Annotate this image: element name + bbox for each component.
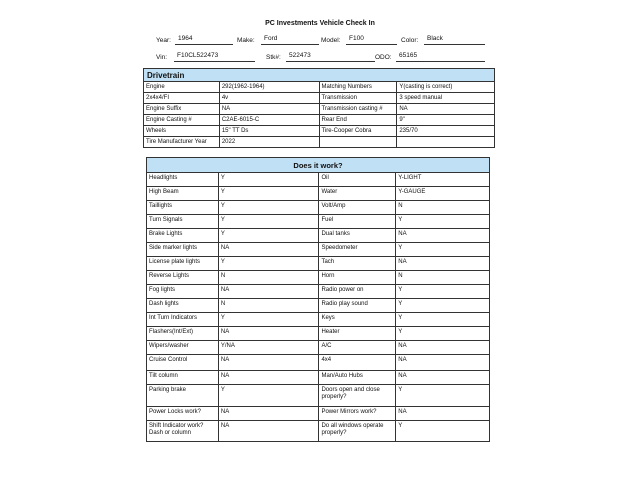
item-value: Y: [396, 313, 490, 327]
item-label: 2x4x4/FI: [144, 93, 220, 104]
item-value: Y: [218, 313, 319, 327]
table-row: [147, 407, 490, 421]
item-value: Y: [396, 215, 490, 229]
item-value: 3 speed manual: [397, 93, 495, 104]
item-label: Power Mirrors work?: [319, 407, 396, 421]
table-row: [147, 271, 490, 285]
drivetrain-header: Drivetrain: [144, 69, 495, 82]
item-label: Radio power on: [319, 285, 396, 299]
item-label: Turn Signals: [147, 215, 219, 229]
item-label: Shift Indicator work?Dash or column: [147, 421, 219, 442]
item-value: NA: [218, 243, 319, 257]
item-label: Fog lights: [147, 285, 219, 299]
odo-field[interactable]: 65165: [396, 52, 485, 62]
odo-label: ODO:: [375, 54, 392, 61]
year-label: Year:: [156, 37, 171, 44]
item-value: N: [218, 271, 319, 285]
color-label: Color:: [401, 37, 419, 44]
item-label: Tilt column: [147, 371, 219, 385]
item-value: NA: [218, 421, 319, 442]
item-value: Y: [396, 421, 490, 442]
item-label: Heater: [319, 327, 396, 341]
item-value: NA: [396, 229, 490, 243]
table-row: [147, 187, 490, 201]
item-label: A/C: [319, 341, 396, 355]
item-value: 292(1962-1964): [219, 82, 319, 93]
item-value: C2AE-6015-C: [219, 115, 319, 126]
make-field[interactable]: Ford: [261, 35, 319, 45]
item-label: Reverse Lights: [147, 271, 219, 285]
item-label: License plate lights: [147, 257, 219, 271]
item-value: Y: [396, 327, 490, 341]
item-value: NA: [218, 327, 319, 341]
item-label: [319, 137, 397, 148]
table-row: [147, 229, 490, 243]
item-value: Y: [218, 173, 319, 187]
item-label: Headlights: [147, 173, 219, 187]
stock-field[interactable]: 522473: [286, 52, 375, 62]
table-row: [147, 215, 490, 229]
table-row: [147, 371, 490, 385]
item-label: Brake Lights: [147, 229, 219, 243]
model-label: Model:: [321, 37, 341, 44]
item-value: Y-LIGHT: [396, 173, 490, 187]
item-value: Y: [396, 243, 490, 257]
table-row: [147, 327, 490, 341]
make-label: Make:: [237, 37, 255, 44]
item-value: 15" TT Ds: [219, 126, 319, 137]
table-row: [144, 93, 495, 104]
item-label: Transmission: [319, 93, 397, 104]
item-label: Tire Manufacturer Year: [144, 137, 220, 148]
item-label: Tire-Cooper Cobra: [319, 126, 397, 137]
item-value: N: [396, 271, 490, 285]
item-label: Transmission casting #: [319, 104, 397, 115]
table-row: [147, 341, 490, 355]
item-value: Y: [218, 229, 319, 243]
item-value: NA: [218, 371, 319, 385]
item-value: 4v: [219, 93, 319, 104]
item-label: 4x4: [319, 355, 396, 371]
item-label: Doors open and close properly?: [319, 385, 396, 407]
item-label: Dash lights: [147, 299, 219, 313]
vin-label: Vin:: [156, 54, 168, 61]
table-row: [147, 243, 490, 257]
item-value: NA: [397, 104, 495, 115]
table-row: [144, 115, 495, 126]
item-label: Water: [319, 187, 396, 201]
item-value: 9": [397, 115, 495, 126]
item-label: High Beam: [147, 187, 219, 201]
item-label: Do all windows operate properly?: [319, 421, 396, 442]
item-label: Engine Suffix: [144, 104, 220, 115]
item-label: Fuel: [319, 215, 396, 229]
table-row: [147, 257, 490, 271]
item-label: Horn: [319, 271, 396, 285]
item-value: NA: [396, 407, 490, 421]
item-label: Dual tanks: [319, 229, 396, 243]
item-value: Y/NA: [218, 341, 319, 355]
item-value: Y: [218, 201, 319, 215]
item-label: Side marker lights: [147, 243, 219, 257]
item-value: NA: [218, 407, 319, 421]
vin-field[interactable]: F10CL522473: [174, 52, 255, 62]
item-value: 2022: [219, 137, 319, 148]
model-field[interactable]: F100: [346, 35, 397, 45]
item-value: Y: [218, 187, 319, 201]
item-value: NA: [396, 355, 490, 371]
item-value: Y: [396, 299, 490, 313]
item-label: Rear End: [319, 115, 397, 126]
year-field[interactable]: 1964: [175, 35, 233, 45]
table-row: [147, 299, 490, 313]
color-field[interactable]: Black: [424, 35, 485, 45]
table-row: [147, 355, 490, 371]
item-value: NA: [396, 341, 490, 355]
item-label: Parking brake: [147, 385, 219, 407]
item-label: Flashers(Int/Ext): [147, 327, 219, 341]
table-row: [147, 385, 490, 407]
item-label: Keys: [319, 313, 396, 327]
item-value: Y: [218, 385, 319, 407]
item-value: NA: [218, 285, 319, 299]
table-row: [147, 313, 490, 327]
item-label: Volt/Amp: [319, 201, 396, 215]
item-label: Oil: [319, 173, 396, 187]
item-label: Matching Numbers: [319, 82, 397, 93]
item-label: Power Locks work?: [147, 407, 219, 421]
item-label: Wipers/washer: [147, 341, 219, 355]
item-label: Cruise Control: [147, 355, 219, 371]
item-label: Taillights: [147, 201, 219, 215]
form-title: PC Investments Vehicle Check In: [265, 20, 375, 27]
table-row: [144, 82, 495, 93]
item-label: Wheels: [144, 126, 220, 137]
table-row: [144, 104, 495, 115]
table-row: [144, 126, 495, 137]
does-it-work-header: Does it work?: [147, 158, 490, 173]
item-value: 235/70: [397, 126, 495, 137]
table-row: [144, 137, 495, 148]
item-label: Engine Casting #: [144, 115, 220, 126]
item-label: Engine: [144, 82, 220, 93]
item-value: NA: [219, 104, 319, 115]
does-it-work-table: [146, 157, 490, 442]
item-value: Y: [396, 285, 490, 299]
item-value: Y: [396, 385, 490, 407]
item-value: [397, 137, 495, 148]
table-row: [147, 421, 490, 442]
item-label: Radio play sound: [319, 299, 396, 313]
table-row: [147, 285, 490, 299]
item-label: Man/Auto Hubs: [319, 371, 396, 385]
item-label: Int Turn Indicators: [147, 313, 219, 327]
item-value: Y: [218, 215, 319, 229]
item-value: N: [218, 299, 319, 313]
stock-label: Stk#:: [266, 54, 281, 61]
item-value: N: [396, 201, 490, 215]
table-row: [147, 173, 490, 187]
item-label: Tach: [319, 257, 396, 271]
item-value: NA: [396, 257, 490, 271]
item-label: Speedometer: [319, 243, 396, 257]
item-value: NA: [396, 371, 490, 385]
table-row: [147, 201, 490, 215]
item-value: Y(casting is correct): [397, 82, 495, 93]
item-value: NA: [218, 355, 319, 371]
item-value: Y-GAUGE: [396, 187, 490, 201]
item-value: Y: [218, 257, 319, 271]
drivetrain-table: [143, 68, 495, 148]
